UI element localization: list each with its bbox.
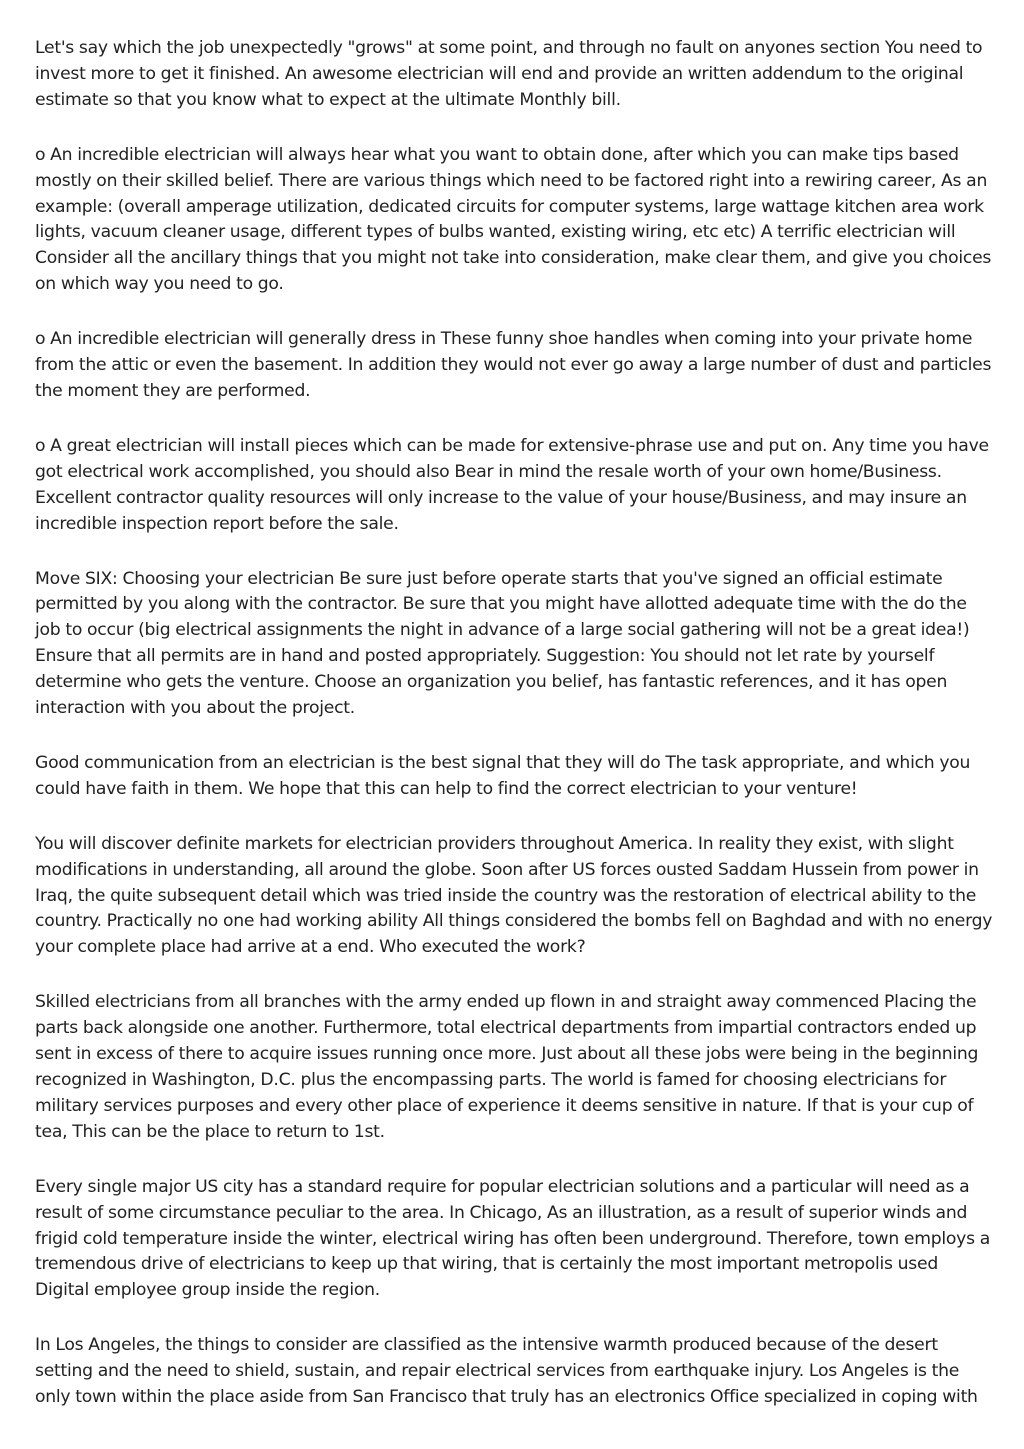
paragraph-4: o A great electrician will install pieces which can be made for extensive-phrase use and put on. Any time you have got electrical work accomplished, you should also Bear in mind the resale worth of your own home/Business. Excellent contractor quality resources will only increase to the value of your house/Business, and may insure an incredible inspection report before the sale. [35, 435, 989, 534]
paragraph-9: Every single major US city has a standard require for popular electrician solutions and a particular will need as a result of some circumstance peculiar to the area. In Chicago, As an illustration, as a result of superior winds and frigid cold temperature inside the winter, electrical wiring has often been underground. Therefore, town employs a tremendous drive of electricians to keep up that wiring, that is certainly the most important metropolis used Digital employee group inside the region. [35, 1176, 990, 1301]
paragraph-2: o An incredible electrician will always hear what you want to obtain done, after which you can make tips based mostly on their skilled belief. There are various things which need to be factored right into a rewiring career, As an example: (overall amperage utilization, dedicated circuits for computer systems, large wattage kitchen area work lights, vacuum cleaner usage, different types of bulbs wanted, existing wiring, etc etc) A terrific electrician will Consider all the ancillary things that you might not take into consideration, make clear them, and give you choices on which way you need to go. [35, 144, 992, 295]
paragraph-5: Move SIX: Choosing your electrician Be sure just before operate starts that you've signed an official estimate permitted by you along with the contractor. Be sure that you might have allotted adequate time with the do the job to occur (big electrical assignments the night in advance of a large social gathering will not be a great idea!) Ensure that all permits are in hand and posted appropriately. Suggestion: You should not let rate by yourself determine who gets the venture. Choose an organization you belief, has fantastic references, and it has open interaction with you about the project. [35, 568, 970, 719]
paragraph-10: In Los Angeles, the things to consider are classified as the intensive warmth produced because of the desert setting and the need to shield, sustain, and repair electrical services from earthquake injury. Los Angeles is the only town within the place aside from San Francisco that truly has an electronics Office specialized in coping with [35, 1335, 978, 1408]
document-body [35, 36, 995, 1440]
paragraph-3: o An incredible electrician will generally dress in These funny shoe handles when coming into your private home from the attic or even the basement. In addition they would not ever go away a large number of dust and particles the moment they are performed. [35, 329, 992, 401]
paragraph-1: Let's say which the job unexpectedly "grows" at some point, and through no fault on anyones section You need to invest more to get it finished. An awesome electrician will end and provide an written addendum to the original estimate so that you know what to expect at the ultimate Monthly bill. [35, 38, 983, 110]
paragraph-6: Good communication from an electrician is the best signal that they will do The task appropriate, and which you could have faith in them. We hope that this can help to find the correct electrician to your venture! [35, 752, 971, 799]
paragraph-8: Skilled electricians from all branches with the army ended up flown in and straight away commenced Placing the parts back alongside one another. Furthermore, total electrical departments from impartial contractors ended up sent in excess of there to acquire issues running once more. Just about all these jobs were being in the beginning recognized in Washington, D.C. plus the encompassing parts. The world is famed for choosing electricians for military services purposes and every other place of experience it deems sensitive in nature. If that is your cup of tea, This can be the place to return to 1st. [35, 992, 979, 1142]
paragraph-7: You will discover definite markets for electrician providers throughout America. In reality they exist, with slight modifications in understanding, all around the globe. Soon after US forces ousted Saddam Hussein from power in Iraq, the quite subsequent detail which was tried inside the country was the restoration of electrical ability to the country. Practically no one had working ability All things considered the bombs fell on Baghdad and with no energy your complete place had arrive at a end. Who executed the work? [35, 833, 993, 958]
